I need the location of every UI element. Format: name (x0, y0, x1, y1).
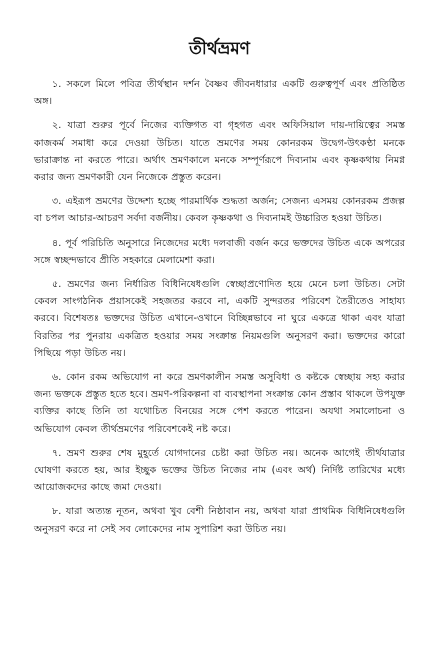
paragraph-1: ১. সকলে মিলে পবিত্র তীর্থস্থান দর্শন বৈষ্ণব জীবনধারার একটি গুরুত্বপূর্ণ এবং প্রতিষ্ঠিত অঙ্গ। (34, 79, 405, 108)
paragraph-7: ৭. ভ্রমণ শুরুর শেষ মুহূর্তে যোগদানের চেষ্টা করা উচিত নয়। অনেক আগেই তীর্থযাত্রার ঘোষণা করতে হয়, আর ইচ্ছুক ভক্তের উচিত নিজের নাম (এবং অর্থ) নির্দিষ্ট তারিখের মধ্যে আয়োজকদের কাছে জমা দেওয়া। (34, 447, 405, 494)
page-title: তীর্থভ্রমণ (189, 39, 250, 59)
paragraph-4: ৪. পূর্ব পরিচিতি অনুসারে নিজেদের মধ্যে দলবাজী বর্জন করে ভক্তদের উচিত একে অপরের সঙ্গে স্বচ্ছন্দভাবে প্রীতি সহকারে মেলামেশা করা। (34, 237, 405, 266)
paragraph-8: ৮. যারা অত্যন্ত নূতন, অথবা খুব বেশী নিষ্ঠাবান নয়, অথবা যারা প্রাথমিক বিধিনিষেধগুলি অনুসরণ করে না সেই সব লোকেদের নাম সুপারিশ করা উচিত নয়। (34, 506, 405, 535)
paragraph-5: ৫. ভ্রমণের জন্য নির্ধারিত বিধিনিষেধগুলি স্বেচ্ছাপ্রণোদিত হয়ে মেনে চলা উচিত। সেটা কেবল সাংগঠনিক প্রয়াসকেই সহজতর করবে না, একটি সুন্দরতর পরিবেশ তৈরীতেও সাহায্য করবে। বিশেষতঃ ভক্তদের উচিত এখানে-ওখানে বিচ্ছিন্নভাবে না ঘুরে একত্রে থাকা এবং যাত্রা বিরতির পর পুনরায় একত্রিত হওয়ার সময় সংক্রান্ত নিয়মগুলি অনুসরণ করা। ভক্তদের কারো পিছিয়ে পড়া উচিত নয়। (34, 279, 405, 359)
paragraph-6: ৬. কোন রকম অভিযোগ না করে ভ্রমণকালীন সমস্ত অসুবিধা ও কষ্টকে স্বেচ্ছায় সহ্য করার জন্য ভক্তকে প্রস্তুত হতে হবে। ভ্রমণ-পরিকল্পনা বা ব্যবস্থাপনা সংক্রান্ত কোন প্রস্তাব থাকলে উপযুক্ত ব্যক্তির কাছে তিনি তা যথোচিত বিনয়ের সঙ্গে পেশ করতে পারেন। অযথা সমালোচনা ও অভিযোগ কেবল তীর্থভ্রমণের পরিবেশকেই নষ্ট করে। (34, 372, 405, 435)
paragraph-3: ৩. এইরূপ ভ্রমণের উদ্দেশ্য হচ্ছে পারমার্থিক শুদ্ধতা অর্জন; সেজন্য এসময় কোনরকম প্রজল্প বা চপল আচার-আচরণ সর্বদা বর্জনীয়। কেবল কৃষ্ণকথা ও দিব্যনামই উচ্চারিত হওয়া উচিত। (34, 196, 405, 225)
paragraph-2: ২. যাত্রা শুরুর পূর্বে নিজের ব্যক্তিগত বা গৃহগত এবং অফিসিয়াল দায়-দায়িত্বের সমস্ত কাজকর্ম সমাধা করে দেওয়া উচিত। যাতে ভ্রমণের সময় কোনরকম উদ্বেগ-উৎকণ্ঠা মনকে ভারাক্রান্ত না করতে পারে। অর্থাৎ ভ্রমণকালে মনকে সম্পূর্ণরূপে দিব্যনাম এবং কৃষ্ণকথায় নিমগ্ন করার জন্য ভ্রমণকারী যেন নিজেকে প্রস্তুত করেন। (34, 120, 405, 184)
